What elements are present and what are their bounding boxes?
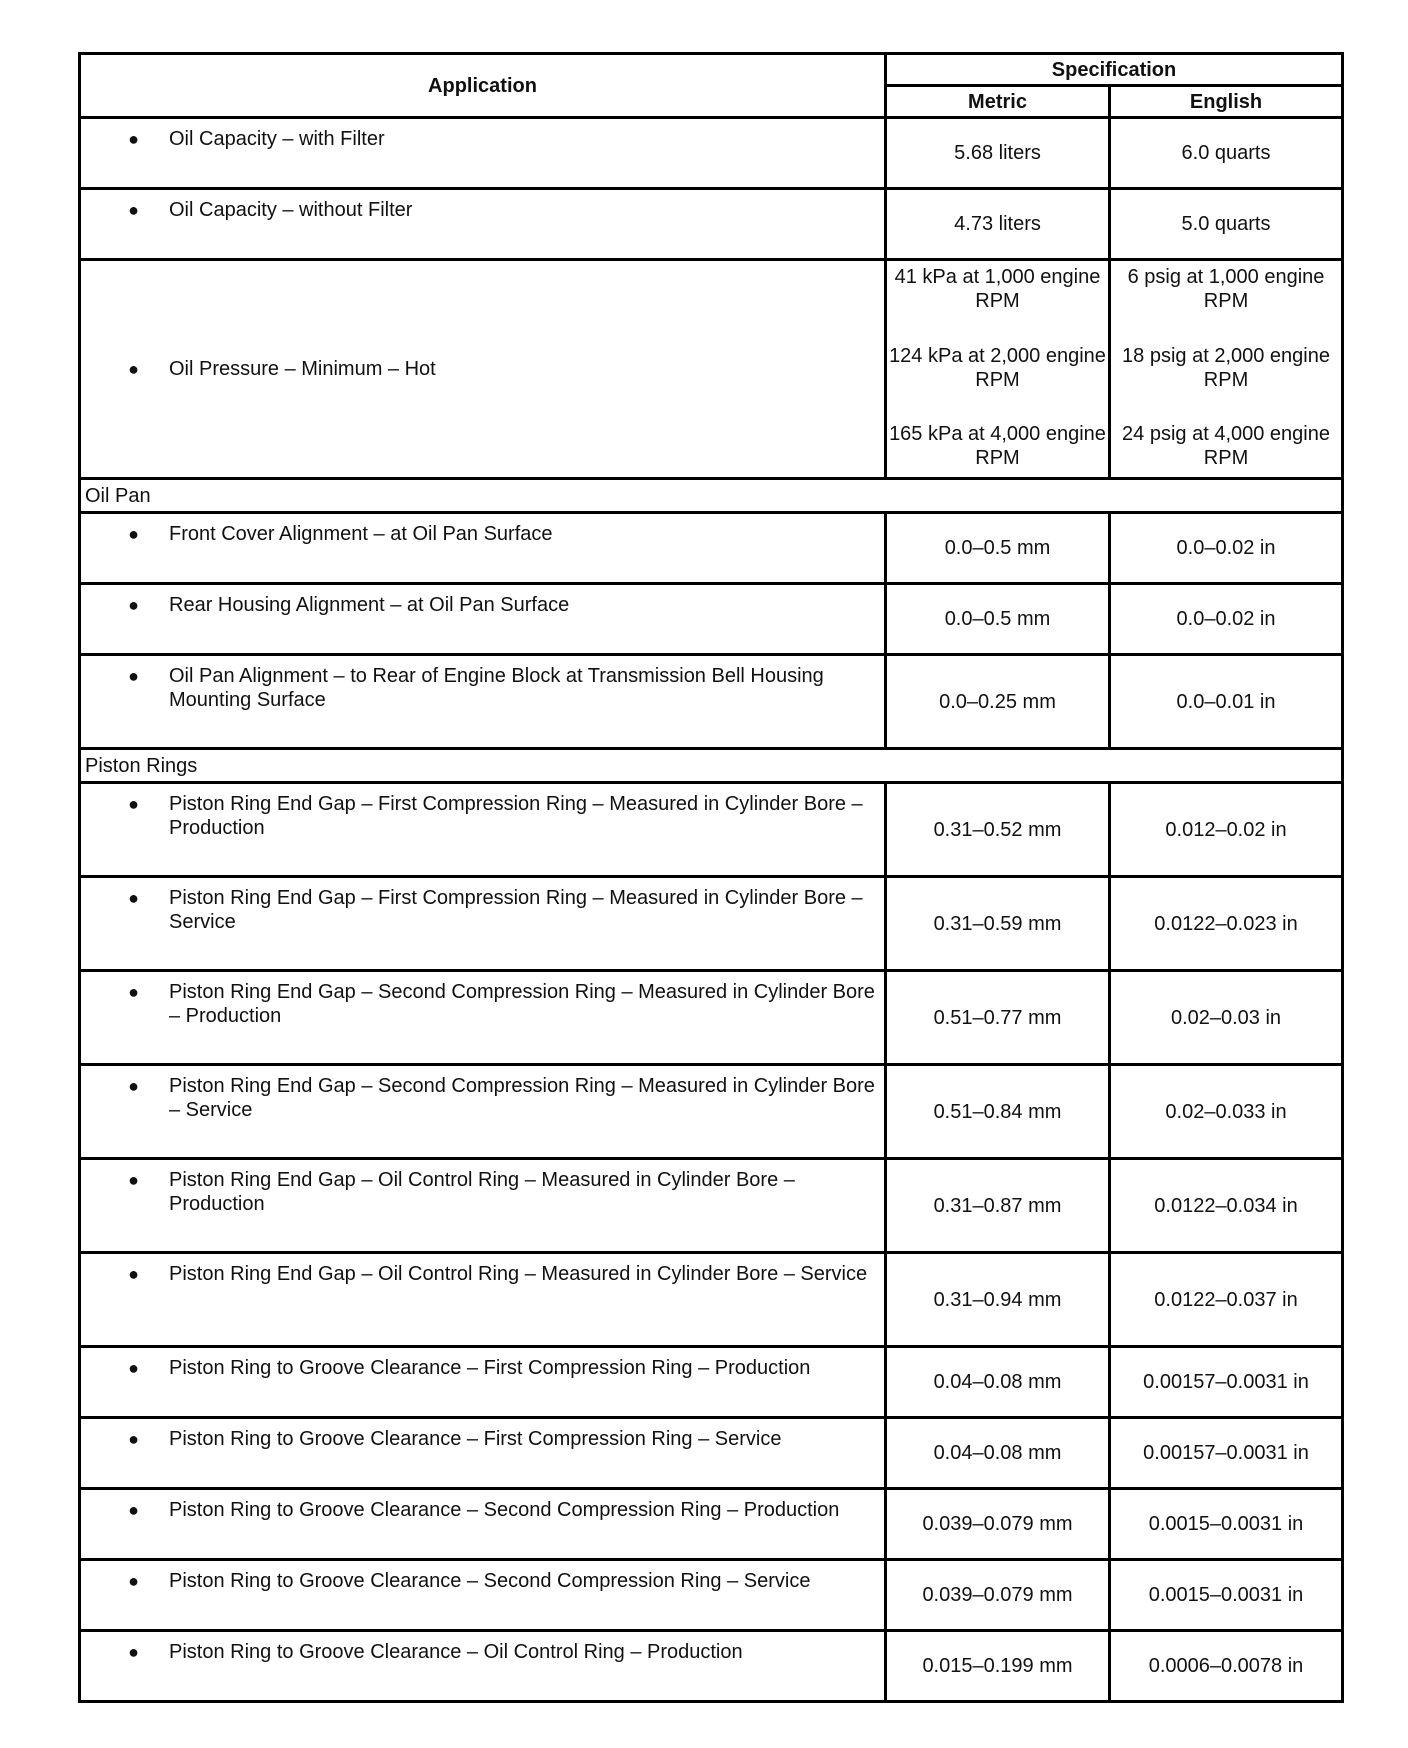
bullet-icon: ● xyxy=(128,595,139,615)
bullet-icon: ● xyxy=(128,1358,139,1378)
metric-value: 0.039–0.079 mm xyxy=(886,1560,1110,1631)
english-value: 24 psig at 4,000 engine RPM xyxy=(1122,423,1330,469)
table-row xyxy=(80,584,1343,655)
application-text: Piston Ring to Groove Clearance – First Compression Ring – Production xyxy=(169,1357,811,1379)
section-title-oil-pan: Oil Pan xyxy=(80,479,1343,513)
table-row xyxy=(80,1489,1343,1560)
metric-value: 4.73 liters xyxy=(886,189,1110,260)
bullet-icon: ● xyxy=(128,200,139,220)
english-value: 18 psig at 2,000 engine RPM xyxy=(1122,344,1330,391)
metric-value: 0.31–0.59 mm xyxy=(886,877,1110,971)
application-text: Front Cover Alignment – at Oil Pan Surface xyxy=(169,523,553,545)
section-row xyxy=(80,749,1343,783)
header-metric: Metric xyxy=(886,86,1110,118)
english-value: 0.0–0.02 in xyxy=(1110,513,1343,584)
application-text: Piston Ring End Gap – Oil Control Ring – Measured in Cylinder Bore – Service xyxy=(169,1263,868,1285)
table-row xyxy=(80,260,1343,479)
metric-value: 0.31–0.52 mm xyxy=(886,783,1110,877)
english-value: 0.0006–0.0078 in xyxy=(1110,1631,1343,1702)
metric-value: 5.68 liters xyxy=(886,118,1110,189)
english-value: 0.0122–0.037 in xyxy=(1110,1253,1343,1347)
table-row xyxy=(80,118,1343,189)
table-row xyxy=(80,1159,1343,1253)
bullet-icon: ● xyxy=(128,524,139,544)
metric-value: 0.0–0.5 mm xyxy=(886,584,1110,655)
bullet-icon: ● xyxy=(128,1642,139,1662)
table-row xyxy=(80,971,1343,1065)
english-value: 0.0–0.02 in xyxy=(1110,584,1343,655)
bullet-icon: ● xyxy=(128,1264,139,1284)
metric-value: 0.015–0.199 mm xyxy=(886,1631,1110,1702)
table-row xyxy=(80,1418,1343,1489)
english-value: 6 psig at 1,000 engine RPM xyxy=(1127,266,1325,312)
table-row xyxy=(80,1347,1343,1418)
metric-value: 0.04–0.08 mm xyxy=(886,1347,1110,1418)
bullet-icon: ● xyxy=(128,794,139,814)
metric-value: 165 kPa at 4,000 engine RPM xyxy=(889,423,1106,469)
application-text: Oil Pressure – Minimum – Hot xyxy=(169,358,436,380)
table-row xyxy=(80,513,1343,584)
application-text: Piston Ring End Gap – Second Compression Ring – Measured in Cylinder Bore – Production xyxy=(169,981,875,1027)
bullet-icon: ● xyxy=(128,1500,139,1520)
table-row xyxy=(80,1065,1343,1159)
table-row xyxy=(80,1560,1343,1631)
application-text: Piston Ring End Gap – First Compression Ring – Measured in Cylinder Bore – Service xyxy=(169,887,863,933)
metric-value: 0.31–0.94 mm xyxy=(886,1253,1110,1347)
metric-value: 0.039–0.079 mm xyxy=(886,1489,1110,1560)
table-row xyxy=(80,655,1343,749)
application-text: Piston Ring End Gap – First Compression Ring – Measured in Cylinder Bore – Production xyxy=(169,793,863,839)
english-value: 0.0122–0.023 in xyxy=(1110,877,1343,971)
bullet-icon: ● xyxy=(128,888,139,908)
bullet-icon: ● xyxy=(128,1571,139,1591)
application-text: Piston Ring to Groove Clearance – First Compression Ring – Service xyxy=(169,1428,782,1450)
metric-value: 41 kPa at 1,000 engine RPM xyxy=(894,266,1101,312)
application-text: Oil Capacity – with Filter xyxy=(169,128,385,150)
english-value: 0.02–0.03 in xyxy=(1110,971,1343,1065)
metric-value: 124 kPa at 2,000 engine RPM xyxy=(889,344,1106,391)
section-title-piston-rings: Piston Rings xyxy=(80,749,1343,783)
english-value: 0.02–0.033 in xyxy=(1110,1065,1343,1159)
bullet-icon: ● xyxy=(128,1076,139,1096)
metric-value: 0.0–0.5 mm xyxy=(886,513,1110,584)
english-value: 0.0–0.01 in xyxy=(1110,655,1343,749)
english-value: 0.012–0.02 in xyxy=(1110,783,1343,877)
bullet-icon: ● xyxy=(128,1429,139,1449)
application-text: Piston Ring End Gap – Second Compression Ring – Measured in Cylinder Bore – Service xyxy=(169,1075,875,1121)
header-application: Application xyxy=(80,54,886,118)
application-text: Oil Pan Alignment – to Rear of Engine Block at Transmission Bell Housing Mounting Surface xyxy=(169,665,824,711)
table-row xyxy=(80,877,1343,971)
application-text: Piston Ring to Groove Clearance – Second Compression Ring – Service xyxy=(169,1570,811,1592)
metric-value: 0.31–0.87 mm xyxy=(886,1159,1110,1253)
english-value: 0.0015–0.0031 in xyxy=(1110,1560,1343,1631)
bullet-icon: ● xyxy=(128,1170,139,1190)
application-text: Rear Housing Alignment – at Oil Pan Surface xyxy=(169,594,570,616)
english-value: 5.0 quarts xyxy=(1110,189,1343,260)
table-row xyxy=(80,783,1343,877)
english-value: 6.0 quarts xyxy=(1110,118,1343,189)
application-text: Oil Capacity – without Filter xyxy=(169,199,413,221)
table-row xyxy=(80,1253,1343,1347)
application-text: Piston Ring End Gap – Oil Control Ring – Measured in Cylinder Bore – Production xyxy=(169,1169,795,1215)
bullet-icon: ● xyxy=(128,982,139,1002)
english-value: 0.0122–0.034 in xyxy=(1110,1159,1343,1253)
metric-value: 0.04–0.08 mm xyxy=(886,1418,1110,1489)
table-row xyxy=(80,189,1343,260)
metric-value: 0.0–0.25 mm xyxy=(886,655,1110,749)
table-row xyxy=(80,1631,1343,1702)
header-english: English xyxy=(1110,86,1343,118)
bullet-icon: ● xyxy=(128,359,139,379)
english-value: 0.00157–0.0031 in xyxy=(1110,1347,1343,1418)
application-text: Piston Ring to Groove Clearance – Second Compression Ring – Production xyxy=(169,1499,840,1521)
header-specification: Specification xyxy=(886,54,1343,86)
bullet-icon: ● xyxy=(128,129,139,149)
bullet-icon: ● xyxy=(128,666,139,686)
application-text: Piston Ring to Groove Clearance – Oil Control Ring – Production xyxy=(169,1641,743,1663)
metric-value: 0.51–0.77 mm xyxy=(886,971,1110,1065)
metric-value: 0.51–0.84 mm xyxy=(886,1065,1110,1159)
english-value: 0.0015–0.0031 in xyxy=(1110,1489,1343,1560)
english-value: 0.00157–0.0031 in xyxy=(1110,1418,1343,1489)
specification-table xyxy=(78,52,1344,1703)
section-row xyxy=(80,479,1343,513)
